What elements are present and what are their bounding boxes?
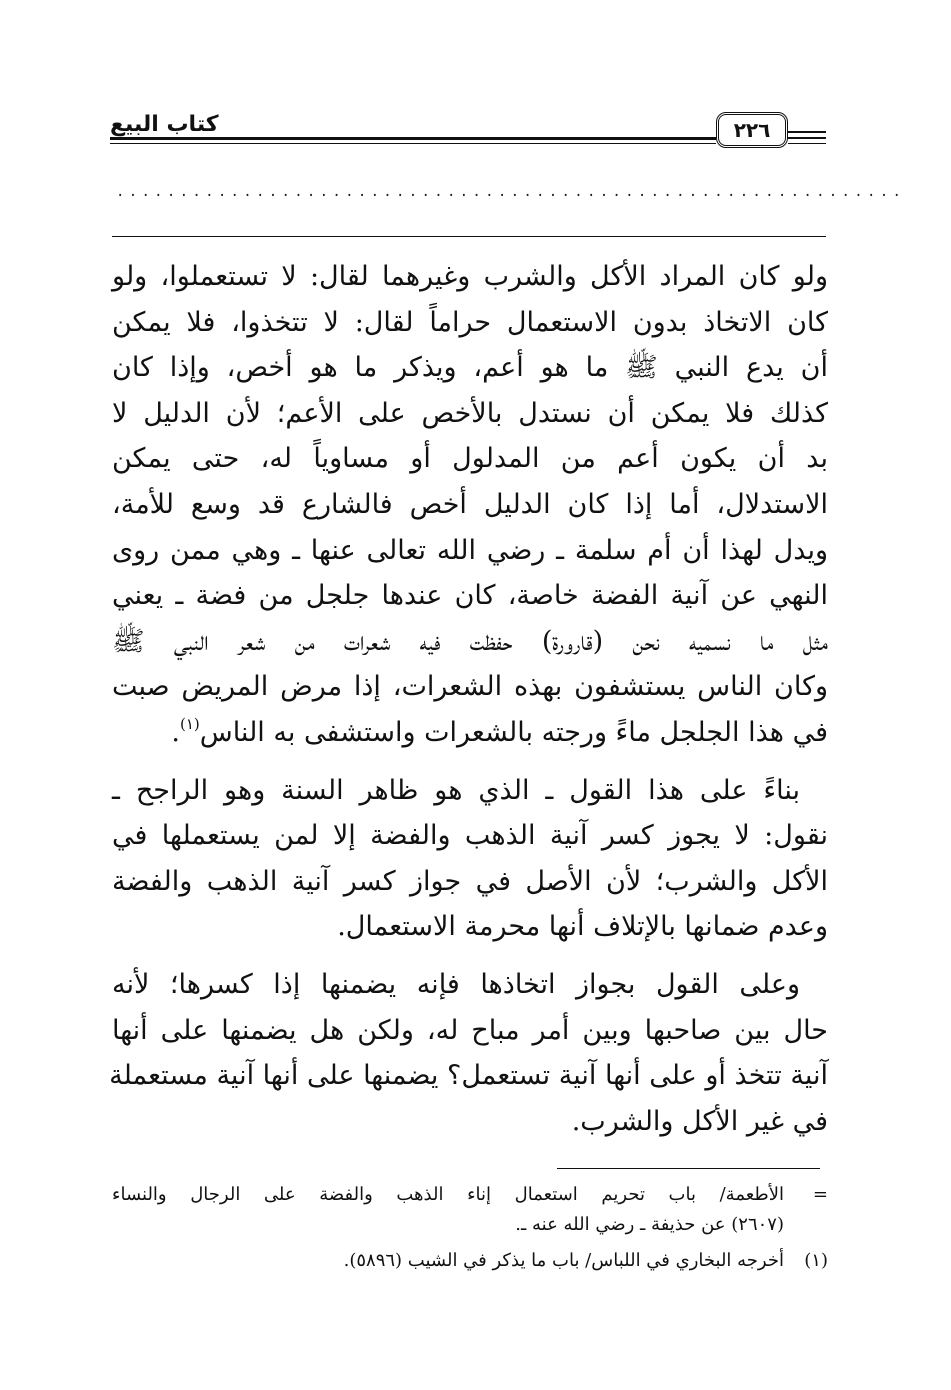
paragraph-2	[112, 768, 828, 950]
text-line: وعلى القول بجواز اتخاذها فإنه يضمنها إذا كسرها؛ لأنه	[112, 968, 800, 1000]
text-line-with-footnote	[112, 710, 828, 756]
main-text	[109, 254, 828, 1144]
text-line: ولو كان المراد الأكل والشرب وغيرهما لقال: لا تستعملوا، ولو	[112, 261, 828, 292]
top-rule	[112, 236, 826, 237]
footnote-separator	[557, 1168, 820, 1169]
footnote-1	[112, 1246, 828, 1276]
paragraph-3	[109, 962, 828, 1144]
text-line: آنية تتخذ أو على أنها آنية تستعمل؟ يضمنها على أنها آنية مستعملة	[109, 1060, 828, 1092]
dotted-separator: ..............................................................	[116, 184, 906, 200]
header-rule-right	[788, 131, 826, 133]
header-rule-right	[788, 137, 826, 139]
header-rule-thin	[110, 143, 716, 144]
paragraph-1	[112, 254, 828, 756]
text-line: الأكل والشرب؛ لأن الأصل في جواز كسر آنية الذهب والفضة	[112, 865, 828, 897]
footnote-line: الأطعمة/ باب تحريم استعمال إناء الذهب والفضة على الرجال والنساء	[112, 1184, 784, 1205]
text-line: كان الاتخاذ بدون الاستعمال حراماً لقال: لا تتخذوا، فلا يمكن	[112, 306, 828, 338]
header-rule-right	[788, 143, 826, 144]
footnote-marker: (١)	[804, 1250, 828, 1271]
text-line: أن يدع النبي ﷺ ما هو أعم، ويذكر ما هو أخص، وإذا كان	[112, 352, 828, 384]
text-line: في هذا الجلجل ماءً ورجته بالشعرات واستشفى به الناس	[199, 716, 828, 748]
text-line: ويدل لهذا أن أم سلمة ـ رضي الله تعالى عنها ـ وهي ممن روى	[112, 534, 828, 566]
text-line: نقول: لا يجوز كسر آنية الذهب والفضة إلا لمن يستعملها في	[112, 820, 828, 852]
text-line: بد أن يكون أعم من المدلول أو مساوياً له، حتى يمكن	[112, 443, 828, 475]
footnote-marker: =	[812, 1184, 828, 1205]
footnote-line: أخرجه البخاري في اللباس/ باب ما يذكر في الشيب (٥٨٩٦).	[343, 1250, 784, 1271]
text-line: الاستدلال، أما إذا كان الدليل أخص فالشارع قد وسع للأمة،	[112, 488, 828, 520]
book-title: كتاب البيع	[110, 112, 219, 137]
footnote-line: (٢٦٠٧) عن حذيفة ـ رضي الله عنه ـ.	[515, 1214, 784, 1235]
text-line: بناءً على هذا القول ـ الذي هو ظاهر السنة وهو الراجح ـ	[112, 774, 800, 806]
footnote-text	[112, 1246, 784, 1276]
text-line: وكان الناس يستشفون بهذه الشعرات، إذا مرض المريض صبت	[112, 671, 828, 703]
footnote-reference[interactable]: (١)	[179, 714, 200, 733]
text-line: في غير الأكل والشرب.	[571, 1105, 828, 1137]
page-number: ٢٢٦	[716, 112, 788, 148]
sentence-end: .	[171, 716, 180, 748]
footnotes	[112, 1180, 828, 1282]
text-line: حال بين صاحبها وبين أمر مباح له، ولكن هل يضمنها على أنها	[112, 1014, 828, 1046]
footnote-text	[112, 1180, 784, 1240]
text-line: النهي عن آنية الفضة خاصة، كان عندها جلجل من فضة ـ يعني	[112, 580, 828, 612]
page-header	[110, 108, 826, 154]
text-line: وعدم ضمانها بالإتلاف أنها محرمة الاستعمال.	[337, 911, 828, 943]
text-line: كذلك فلا يمكن أن نستدل بالأخص على الأعم؛ لأن الدليل لا	[112, 397, 828, 429]
header-rule	[110, 137, 716, 140]
footnote-continuation	[112, 1180, 828, 1240]
text-line: مثل ما نسميه نحن (قارورة) حفظت فيه شعرات من شعر النبي ﷺ	[112, 625, 828, 657]
